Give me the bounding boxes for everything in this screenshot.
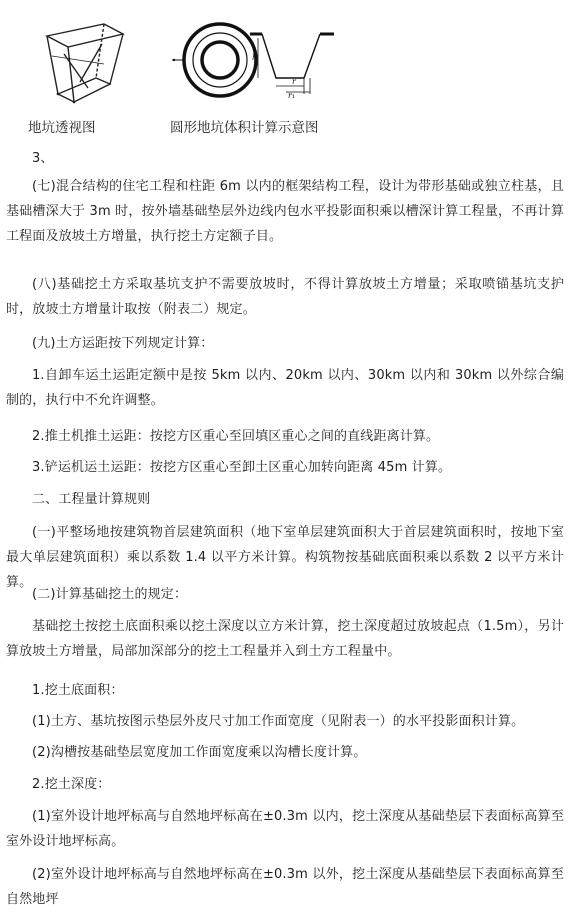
heading-quantity-rules: 二、工程量计算规则 <box>32 492 151 507</box>
round-pit-section-figure <box>248 16 338 100</box>
pit-perspective-caption: 地坑透视图 <box>28 120 96 136</box>
svg-text:r₁: r₁ <box>288 91 296 100</box>
paragraph-clause-7: (七)混合结构的住宅工程和柱距 6m 以内的框架结构工程，设计为带形基础或独立柱基，且基础槽深大于 3m 时，按外墙基础垫层外边线内包水平投影面积乘以槽深计算工程量，不再计算工程面及放坡土方增量，执行挖土方定额子目。 <box>6 179 564 244</box>
paragraph-depth-beyond: (2)室外设计地坪标高与自然地坪标高在±0.3m 以外，挖土深度从基础垫层下表面标高算至自然地坪 <box>6 867 564 907</box>
paragraph-clause-9: (九)土方运距按下列规定计算： <box>32 336 214 351</box>
paragraph-excavation-volume: 基础挖土按挖土底面积乘以挖土深度以立方米计算，挖土深度超过放坡起点（1.5m），另计算放坡土方增量，局部加深部分的挖土工程量并入到土方工程量中。 <box>6 619 564 659</box>
svg-text:h: h <box>252 53 258 62</box>
heading-excavation-depth: 2.挖土深度： <box>32 777 111 792</box>
paragraph-base-area-pit: (1)土方、基坑按图示垫层外皮尺寸加工作面宽度（见附表一）的水平投影面积计算。 <box>32 714 525 729</box>
paragraph-haul-scraper: 3.铲运机运土运距：按挖方区重心至卸土区重心加转向距离 45m 计算。 <box>32 460 452 475</box>
paragraph-site-leveling: (一)平整场地按建筑物首层建筑面积（地下室单层建筑面积大于首层建筑面积时，按地下室最大单层建筑面积）乘以系数 1.4 以平方米计算。构筑物按基础底面积乘以系数 2 以平方米计算。 <box>6 525 564 590</box>
section-number-3: 3、 <box>32 151 54 166</box>
paragraph-haul-bulldozer: 2.推土机推土运距：按挖方区重心至回填区重心之间的直线距离计算。 <box>32 429 440 444</box>
paragraph-excavation-rules: (二)计算基础挖土的规定： <box>32 587 188 602</box>
paragraph-haul-dump-truck: 1.自卸车运土运距定额中是按 5km 以内、20km 以内、30km 以内和 30km 以外综合编制的，执行中不允许调整。 <box>6 368 564 408</box>
pit-perspective-figure <box>44 20 126 104</box>
round-pit-caption: 圆形地坑体积计算示意图 <box>170 120 319 136</box>
svg-text:r: r <box>292 77 296 86</box>
paragraph-base-area-trench: (2)沟槽按基础垫层宽度加工作面宽度乘以沟槽长度计算。 <box>32 745 367 760</box>
paragraph-depth-within: (1)室外设计地坪标高与自然地坪标高在±0.3m 以内，挖土深度从基础垫层下表面标高算至室外设计地坪标高。 <box>6 809 564 849</box>
heading-excavation-base-area: 1.挖土底面积： <box>32 683 124 698</box>
paragraph-clause-8: (八)基础挖土方采取基坑支护不需要放坡时，不得计算放坡土方增量；采取喷锚基坑支护时，放坡土方增量计取按（附表二）规定。 <box>6 277 564 317</box>
